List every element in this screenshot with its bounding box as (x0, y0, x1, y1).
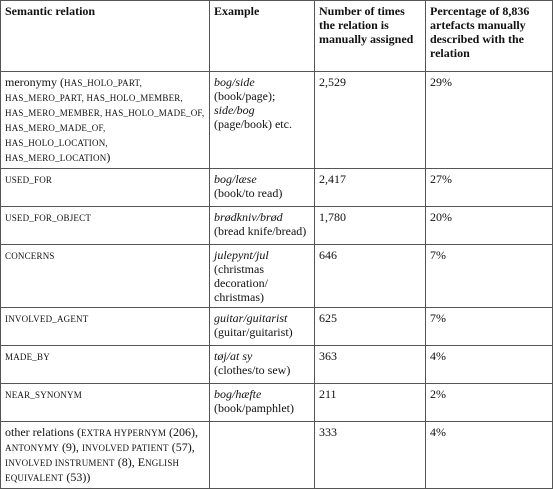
example-cell (210, 169, 315, 207)
relation-cell (1, 72, 210, 169)
example-term-2: side/bog (214, 103, 255, 117)
english-rest: NGLISH (145, 458, 180, 468)
table-row (1, 72, 553, 169)
relation-name: meronymy ( (5, 75, 64, 89)
involved-instrument-label: INVOLVED INSTRUMENT (5, 458, 115, 468)
example-cell (210, 245, 315, 308)
relation-name: CONCERNS (5, 251, 55, 261)
example-cell (210, 384, 315, 422)
relation-cell (1, 346, 210, 384)
example-term: bog/læse (214, 172, 257, 186)
count-cell: 2,417 (315, 169, 426, 207)
count-cell: 1,780 (315, 207, 426, 245)
count-cell: 333 (315, 422, 426, 489)
count-cell: 211 (315, 384, 426, 422)
example-cell (210, 422, 315, 489)
example-term: guitar/guitarist (214, 311, 288, 325)
example-gloss: (bread knife/bread) (214, 224, 307, 238)
percentage-cell: 7% (426, 308, 553, 346)
table-row (1, 384, 553, 422)
relation-name: other relations ( (5, 425, 81, 439)
relation-cell (1, 169, 210, 207)
involved-patient-label: INVOLVED PATIENT (81, 443, 169, 453)
percentage-cell: 4% (426, 346, 553, 384)
english-initial: E (137, 455, 146, 469)
antonymy-count: (9), (58, 440, 82, 454)
table-row (1, 422, 553, 489)
example-term: bog/side (214, 75, 255, 89)
relation-name: NEAR_SYNONYM (5, 390, 82, 400)
involved-instrument-count: (8), (114, 455, 138, 469)
relation-cell (1, 245, 210, 308)
example-gloss: (christmas decoration/ christmas) (214, 262, 268, 304)
equivalent-label: EQUIVALENT (5, 473, 64, 483)
relation-cell (1, 207, 210, 245)
example-cell (210, 346, 315, 384)
antonymy-label: ANTONYMY (5, 443, 59, 453)
relation-cell (1, 308, 210, 346)
relation-name: USED_FOR (5, 175, 53, 185)
percentage-cell: 27% (426, 169, 553, 207)
example-gloss-2: (page/book) etc. (214, 117, 292, 131)
english-equivalent-count: (53)) (63, 470, 91, 484)
relation-name: MADE_BY (5, 352, 50, 362)
example-cell (210, 207, 315, 245)
percentage-cell: 2% (426, 384, 553, 422)
count-cell: 363 (315, 346, 426, 384)
table-header-row (1, 1, 553, 72)
table-row (1, 169, 553, 207)
example-cell (210, 308, 315, 346)
example-gloss: (clothes/to sew) (214, 363, 291, 377)
percentage-cell: 7% (426, 245, 553, 308)
table-row (1, 308, 553, 346)
percentage-cell: 29% (426, 72, 553, 169)
example-term: bog/hæfte (214, 387, 262, 401)
example-term: brødkniv/brød (214, 210, 283, 224)
percentage-cell: 4% (426, 422, 553, 489)
example-gloss: (book/to read) (214, 186, 283, 200)
relation-cell (1, 422, 210, 489)
percentage-cell: 20% (426, 207, 553, 245)
example-gloss: (guitar/guitarist) (214, 325, 293, 339)
example-gloss: (book/pamphlet) (214, 401, 294, 415)
example-term: julepynt/jul (214, 248, 269, 262)
relation-cell (1, 384, 210, 422)
example-cell (210, 72, 315, 169)
header-semantic-relation: Semantic relation (1, 1, 210, 72)
relation-name: USED_FOR_OBJECT (5, 213, 92, 223)
involved-patient-count: (57), (168, 440, 195, 454)
extra-hypernym-count: (206), (166, 425, 199, 439)
extra-hypernym-label: EXTRA HYPERNYM (80, 428, 167, 438)
relation-close: ) (106, 150, 111, 164)
table-row (1, 346, 553, 384)
example-term: tøj/at sy (214, 349, 253, 363)
header-percentage: Percentage of 8,836 artefacts manually described with the relation (426, 1, 553, 72)
table-row (1, 207, 553, 245)
count-cell: 646 (315, 245, 426, 308)
relation-name: INVOLVED_AGENT (5, 314, 89, 324)
header-example: Example (210, 1, 315, 72)
table-row (1, 245, 553, 308)
count-cell: 2,529 (315, 72, 426, 169)
example-gloss: (book/page); (214, 89, 276, 103)
header-count: Number of times the relation is manually assigned (315, 1, 426, 72)
relation-subtypes: HAS_HOLO_PART, HAS_MERO_PART, HAS_HOLO_MEMBER, HAS_MERO_MEMBER, HAS_HOLO_MADE_OF, HAS_MERO_MADE_OF, HAS_HOLO_LOCATION, HAS_MERO_LOCATION (5, 78, 205, 163)
count-cell: 625 (315, 308, 426, 346)
